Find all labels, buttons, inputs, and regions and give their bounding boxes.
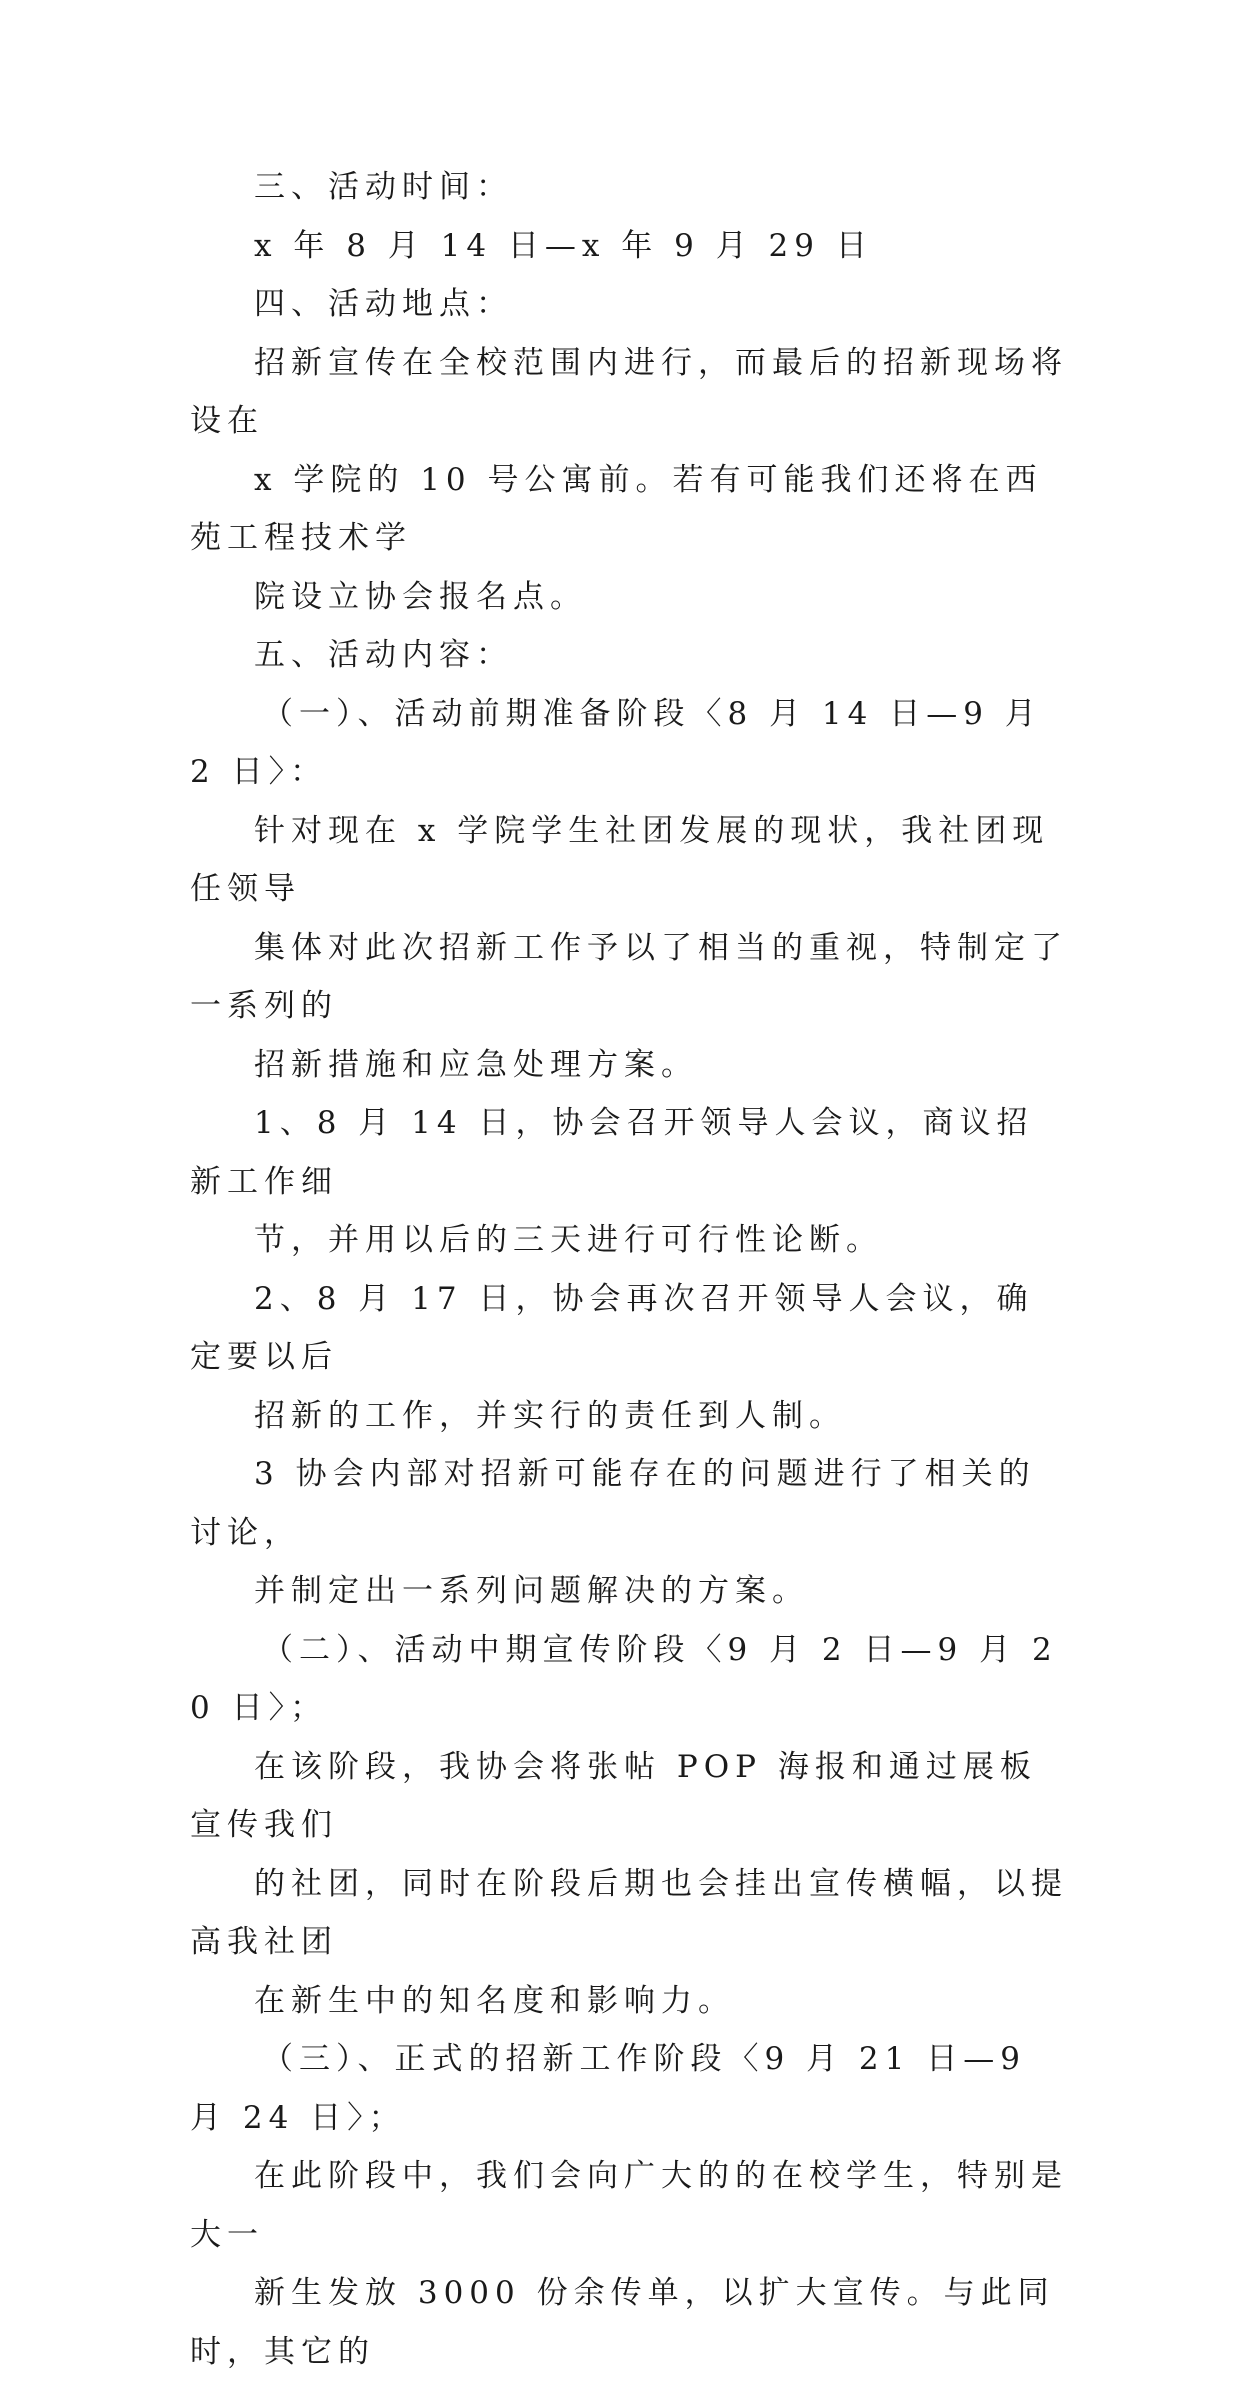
text-line: （二）、活动中期宣传阶段〈9 月 2 日—9 月 20 日〉； <box>190 1631 1058 1726</box>
text-line: 3 协会内部对招新可能存在的问题进行了相关的讨论， <box>190 1456 1036 1551</box>
paragraph <box>190 2147 1070 2381</box>
text-line: 的社团，同时在阶段后期也会挂出宣传横幅，以提高我社团 <box>190 1865 1068 1960</box>
text-line: 招新宣传在全校范围内进行，而最后的招新现场将设在 <box>190 344 1068 439</box>
text-line: x 学院的 10 号公寓前。若有可能我们还将在西苑工程技术学 <box>190 461 1043 556</box>
text-line: 在该阶段，我协会将张帖 POP 海报和通过展板宣传我们 <box>190 1748 1037 1843</box>
paragraph <box>190 217 1070 276</box>
document-body <box>190 158 1070 2381</box>
text-line: 针对现在 x 学院学生社团发展的现状，我社团现任领导 <box>190 812 1050 907</box>
text-line: 2、8 月 17 日，协会再次召开领导人会议，确定要以后 <box>190 1280 1034 1375</box>
paragraph <box>190 158 1070 217</box>
paragraph <box>190 1738 1070 2031</box>
paragraph <box>190 1270 1070 1446</box>
paragraph <box>190 1094 1070 1270</box>
text-line: 新生发放 3000 份余传单，以扩大宣传。与此同时，其它的 <box>190 2275 1055 2370</box>
text-line: 集体对此次招新工作予以了相当的重视，特制定了一系列的 <box>190 929 1068 1024</box>
text-line: （三）、正式的招新工作阶段〈9 月 21 日—9 月 24 日〉； <box>190 2041 1026 2136</box>
text-line: 并制定出一系列问题解决的方案。 <box>254 1573 809 1609</box>
text-line: 三、活动时间： <box>254 169 513 205</box>
paragraph <box>190 802 1070 1095</box>
paragraph <box>190 626 1070 685</box>
text-line: 节，并用以后的三天进行可行性论断。 <box>254 1222 883 1258</box>
text-line: 招新措施和应急处理方案。 <box>254 1046 698 1083</box>
text-line: 在新生中的知名度和影响力。 <box>254 1982 735 2019</box>
paragraph <box>190 1445 1070 1621</box>
text-line: 四、活动地点： <box>254 286 513 322</box>
text-line: 在此阶段中，我们会向广大的的在校学生，特别是大一 <box>190 2158 1068 2253</box>
paragraph <box>190 275 1070 334</box>
text-line: 院设立协会报名点。 <box>254 578 587 615</box>
text-line: x 年 8 月 14 日—x 年 9 月 29 日 <box>254 227 873 264</box>
section-subheading <box>190 2030 1070 2147</box>
text-line: 1、8 月 14 日，协会召开领导人会议，商议招新工作细 <box>190 1105 1034 1200</box>
text-line: 招新的工作，并实行的责任到人制。 <box>254 1397 846 1434</box>
paragraph <box>190 334 1070 627</box>
text-line: 五、活动内容： <box>254 637 513 673</box>
section-subheading <box>190 1621 1070 1738</box>
text-line: （一）、活动前期准备阶段〈8 月 14 日—9 月 2 日〉： <box>190 695 1042 790</box>
section-subheading <box>190 685 1070 802</box>
